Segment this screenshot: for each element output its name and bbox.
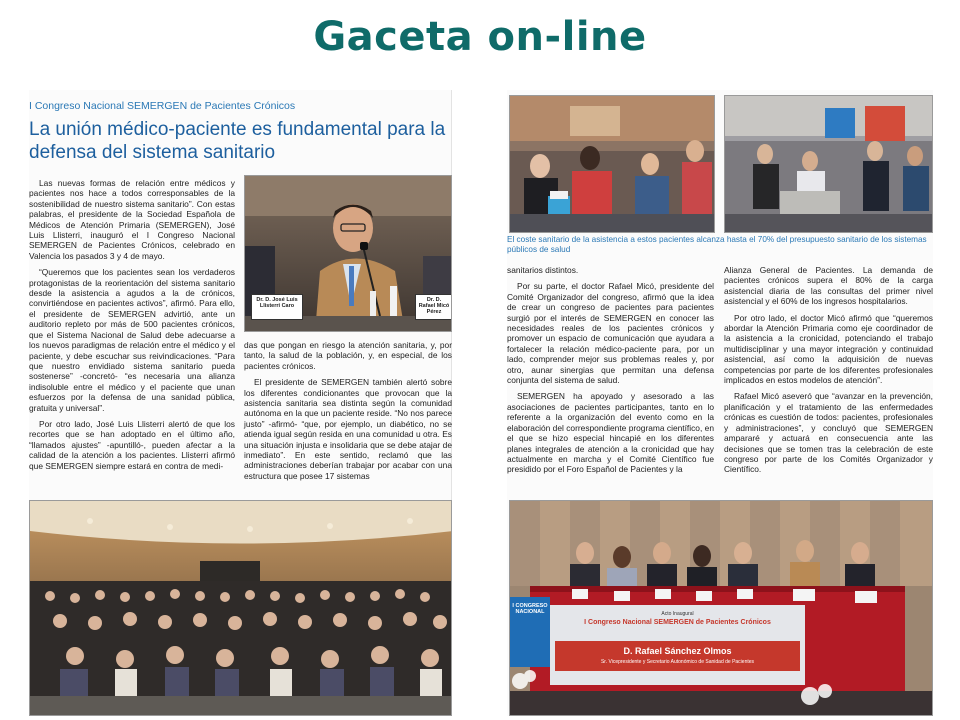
stands-photo <box>724 95 933 233</box>
stands-illustration <box>725 96 933 233</box>
right-page <box>507 90 933 716</box>
paragraph: SEMERGEN ha apoyado y asesorado a las asociaciones de pacientes participantes, tanto en lo referente a la organización del evento como en la elaboración del correspondiente programa científico, en el que se hizo especial hincapié en los diferentes planes integrales de atención a la cronicidad que hay actualmente en marcha y el Comité Científico fue presidido por el Foro Español de Pacientes y la <box>507 391 714 475</box>
paragraph: “Queremos que los pacientes sean los verdaderos protagonistas de la reorientación del sistema sanitario desde la asistencia a agudos a la de crónicos, convirtiéndose en pacientes activos”, afirmó. Para ello, el presidente de SEMERGEN advirtió, ante un auditorio repleto por más de 500 pacientes crónicos, que el Sistema Nacional de Salud debe adecuarse a los nuevos paradigmas de relación entre el médico y el paciente, y debe escuchar sus reivindicaciones. “Para que nuestro envidiado sistema sanitario pueda sostenerse” -concretó- “es necesaria una alianza indisoluble entre el médico y el paciente que unan esfuerzos por la defensa de una sanidad pública, gratuita y universal”. <box>29 267 235 413</box>
paragraph: Por su parte, el doctor Rafael Micó, presidente del Comité Organizador del congreso, afirmó que la idea de crear un congreso de pacientes para pacientes surgió por el interés de SEMERGEN en conocer las necesidades reales de los pacientes crónicos y promover un espacio de comunicación que ayudara a fortalecer la relación médico-paciente para, por un lado, comprender mejor sus problemas reales y, por otro, aunar sinergias que permitan una defensa conjunta del sistema de salud. <box>507 281 714 386</box>
article-column-3 <box>507 265 714 481</box>
stage-banner-name: D. Rafael Sánchez Olmos <box>623 646 732 656</box>
patients-photo <box>509 95 715 233</box>
stage-logo: I CONGRESO NACIONAL <box>512 603 548 615</box>
speaker-nameplate-left: Dr. D. José Luis Llisterri Caro <box>251 294 303 320</box>
photo-caption: El coste sanitario de la asistencia a estos pacientes alcanza hasta el 70% del presupuesto sanitario de los sistemas públicos de salud <box>507 235 927 254</box>
speaker-nameplate-right: Dr. D. Rafael Micó Pérez <box>415 294 452 320</box>
auditorium-illustration <box>30 501 452 716</box>
paragraph: Rafael Micó aseveró que “avanzar en la prevención, planificación y el tratamiento de las enfermedades crónicas es cuestión de todos: pacientes, profesionales y administraciones”, y concluyó que SEMERGEN ampararé y actuará en consecuencia ante las decisiones que se tomen tras la celebración de este congreso por parte de los Comités Organizador y Científico. <box>724 391 933 475</box>
article-kicker: I Congreso Nacional SEMERGEN de Pacientes Crónicos <box>29 100 296 112</box>
magazine-spread <box>29 90 933 716</box>
stage-banner-role: Sr. Vicepresidente y Secretario Autonómico de Sanidad de Pacientes <box>600 659 755 665</box>
paragraph: Alianza General de Pacientes. La demanda de pacientes crónicos supera el 80% de la carga asistencial diaria de las consultas del primer nivel asistencial y el 60% de los ingresos hospitalarios. <box>724 265 933 307</box>
auditorium-photo <box>29 500 452 716</box>
paragraph: Por otro lado, José Luis Llisterri alertó de que los recortes que se han adoptado en el último año, “llamados ajustes” -apuntilló-, pueden afectar a la calidad de la atención a los pacientes. Llisterri afirmó que SEMERGEN siempre estará en contra de medi- <box>29 418 235 471</box>
paragraph: Las nuevas formas de relación entre médicos y pacientes nos hace a todos corresponsables de la sostenibilidad de nuestro sistema sanitario”. Con estas palabras, el presidente de la Sociedad Española de Médicos de Atención Primaria (SEMERGEN), José Luis Llisterri, inauguró el I Congreso Nacional SEMERGEN de Pacientes Crónicos, celebrado en Valencia los pasados 3 y 4 de mayo. <box>29 178 235 261</box>
page-title: Gaceta on-line <box>313 14 647 60</box>
left-page <box>29 90 452 716</box>
paragraph: El presidente de SEMERGEN también alertó sobre los diferentes condicionantes que provocan que la asistencia sanitaria sea distinta según la comunidad autónoma en la que un paciente reside. “No nos parece justo” -afirmó- “que, por ejemplo, un diabético, no se atienda igual según resida en una comunidad u otra. Es una situación injusta e insolidaria que se debe atajar de inmediato”. En este sentido, reclamó que las administraciones deberían trabajar por acabar con una estructura que posee 17 sistemas <box>244 377 452 481</box>
paragraph: sanitarios distintos. <box>507 265 579 275</box>
patients-illustration <box>510 96 715 233</box>
article-column-2 <box>244 340 452 487</box>
article-column-1 <box>29 178 235 477</box>
stage-banner-line2: I Congreso Nacional SEMERGEN de Pacientes Crónicos <box>584 619 771 626</box>
speaker-photo <box>244 175 452 332</box>
article-headline: La unión médico-paciente es fundamental para la defensa del sistema sanitario <box>29 119 446 163</box>
article-column-4 <box>724 265 933 481</box>
stage-banner-line1: Acto Inaugural <box>661 611 694 617</box>
panel-photo <box>509 500 933 716</box>
paragraph: das que pongan en riesgo la atención sanitaria, y, por tanto, la salud de la población, y, en especial, de los pacientes crónicos. <box>244 340 452 371</box>
panel-illustration <box>510 501 933 716</box>
paragraph: Por otro lado, el doctor Micó afirmó que “queremos abordar la Atención Primaria como eje coordinador de la asistencia a la cronicidad, potenciando el trabajo multidisciplinar y una mayor integración y continuidad asistencial, así como la adquisición de nuevas competencias por parte de los diferentes profesionales implicados en estos modelos de atención”. <box>724 312 933 386</box>
